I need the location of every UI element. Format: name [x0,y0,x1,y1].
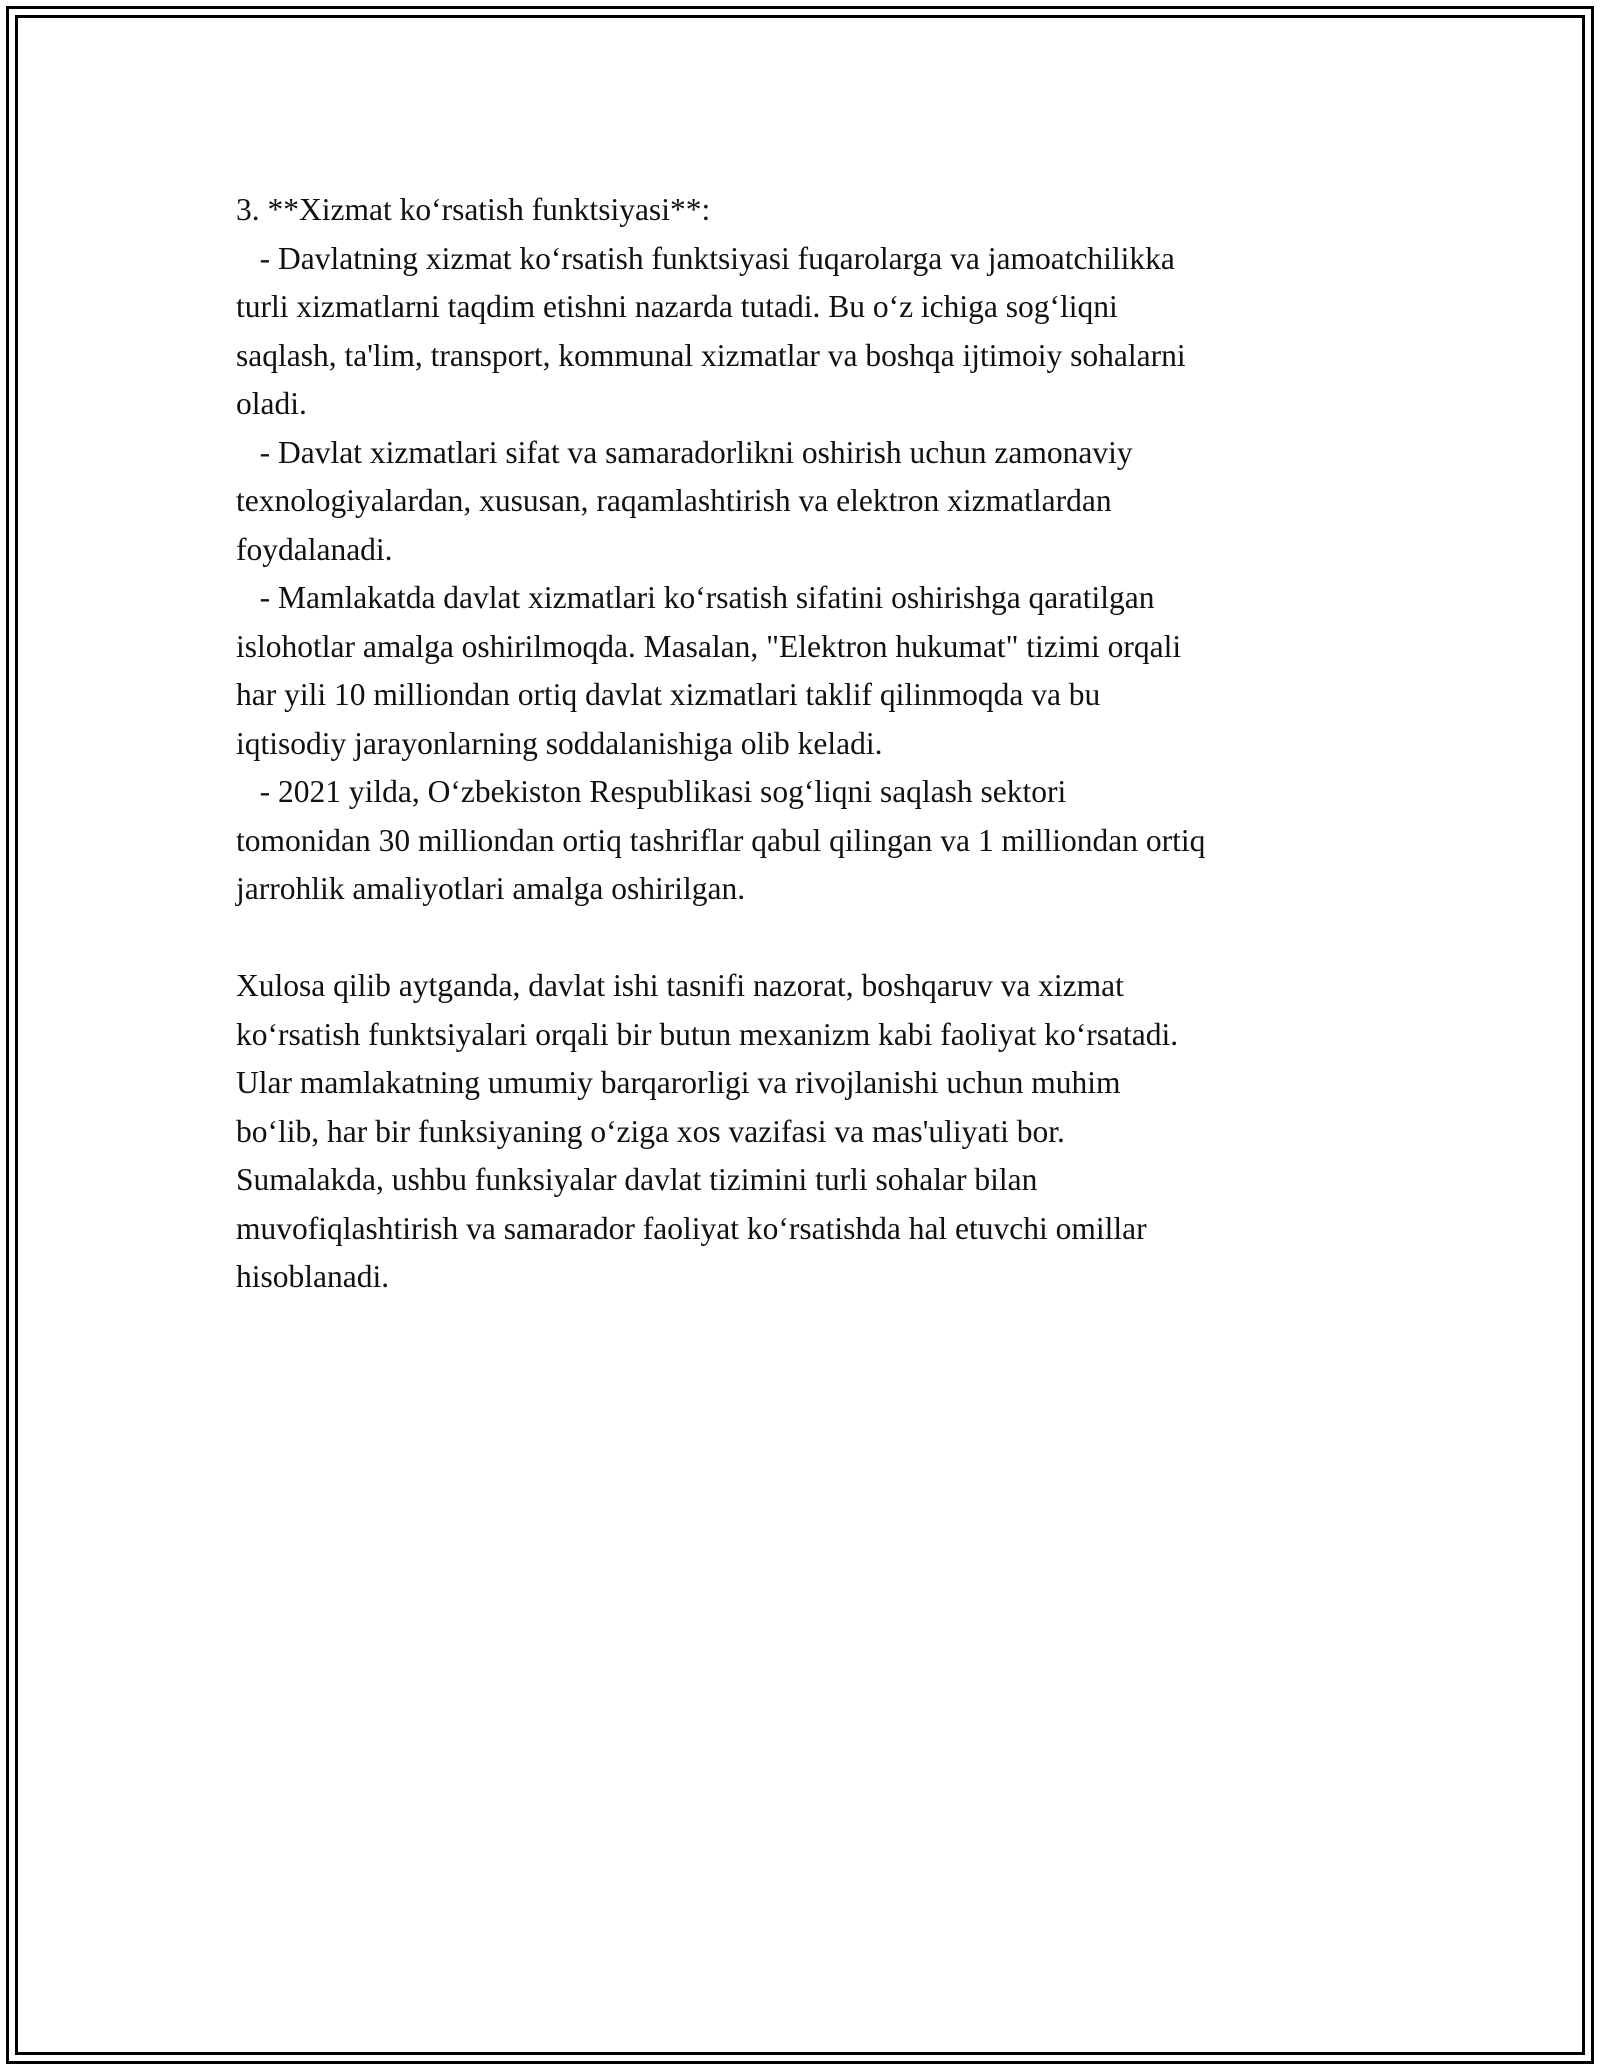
conclusion-line: muvofiqlashtirish va samarador faoliyat koʻrsatishda hal etuvchi omillar [236,1210,1147,1246]
body-line: jarrohlik amaliyotlari amalga oshirilgan. [236,871,746,906]
conclusion-line: Xulosa qilib aytganda, davlat ishi tasnifi nazorat, boshqaruv va xizmat [236,968,1124,1003]
body-line: oladi. [236,386,307,421]
body-line: islohotlar amalga oshirilmoqda. Masalan, "Elektron hukumat" tizimi orqali [236,628,1182,664]
body-line: har yili 10 milliondan ortiq davlat xizmatlari taklif qilinmoqda va bu [236,677,1101,712]
body-line: tomonidan 30 milliondan ortiq tashriflar qabul qilingan va 1 milliondan ortiq [236,822,1206,858]
body-line: iqtisodiy jarayonlarning soddalanishiga olib keladi. [236,725,883,761]
body-line: - Davlat xizmatlari sifat va samaradorlikni oshirish uchun zamonaviy [236,434,1133,470]
conclusion-line: Ular mamlakatning umumiy barqarorligi va rivojlanishi uchun muhim [236,1065,1121,1100]
conclusion-line: hisoblanadi. [236,1259,390,1294]
body-line: texnologiyalardan, xususan, raqamlashtirish va elektron xizmatlardan [236,483,1112,518]
body-line: turli xizmatlarni taqdim etishni nazarda tutadi. Bu oʻz ichiga sogʻliqni [236,289,1118,324]
body-line: - 2021 yilda, Oʻzbekiston Respublikasi sogʻliqni saqlash sektori [236,774,1067,809]
document-body [236,186,1386,1302]
body-line: - Mamlakatda davlat xizmatlari koʻrsatish sifatini oshirishga qaratilgan [236,580,1155,615]
conclusion-line: boʻlib, har bir funksiyaning oʻziga xos vazifasi va mas'uliyati bor. [236,1113,1065,1149]
section-heading: 3. **Xizmat koʻrsatish funktsiyasi**: [236,192,711,227]
body-line: - Davlatning xizmat koʻrsatish funktsiyasi fuqarolarga va jamoatchilikka [236,240,1175,276]
paragraph-spacer [236,914,1386,963]
conclusion-line: Sumalakda, ushbu funksiyalar davlat tizimini turli sohalar bilan [236,1162,1038,1197]
body-line: saqlash, ta'lim, transport, kommunal xizmatlar va boshqa ijtimoiy sohalarni [236,337,1186,373]
conclusion-line: koʻrsatish funktsiyalari orqali bir butun mexanizm kabi faoliyat koʻrsatadi. [236,1016,1179,1052]
body-line: foydalanadi. [236,531,393,567]
